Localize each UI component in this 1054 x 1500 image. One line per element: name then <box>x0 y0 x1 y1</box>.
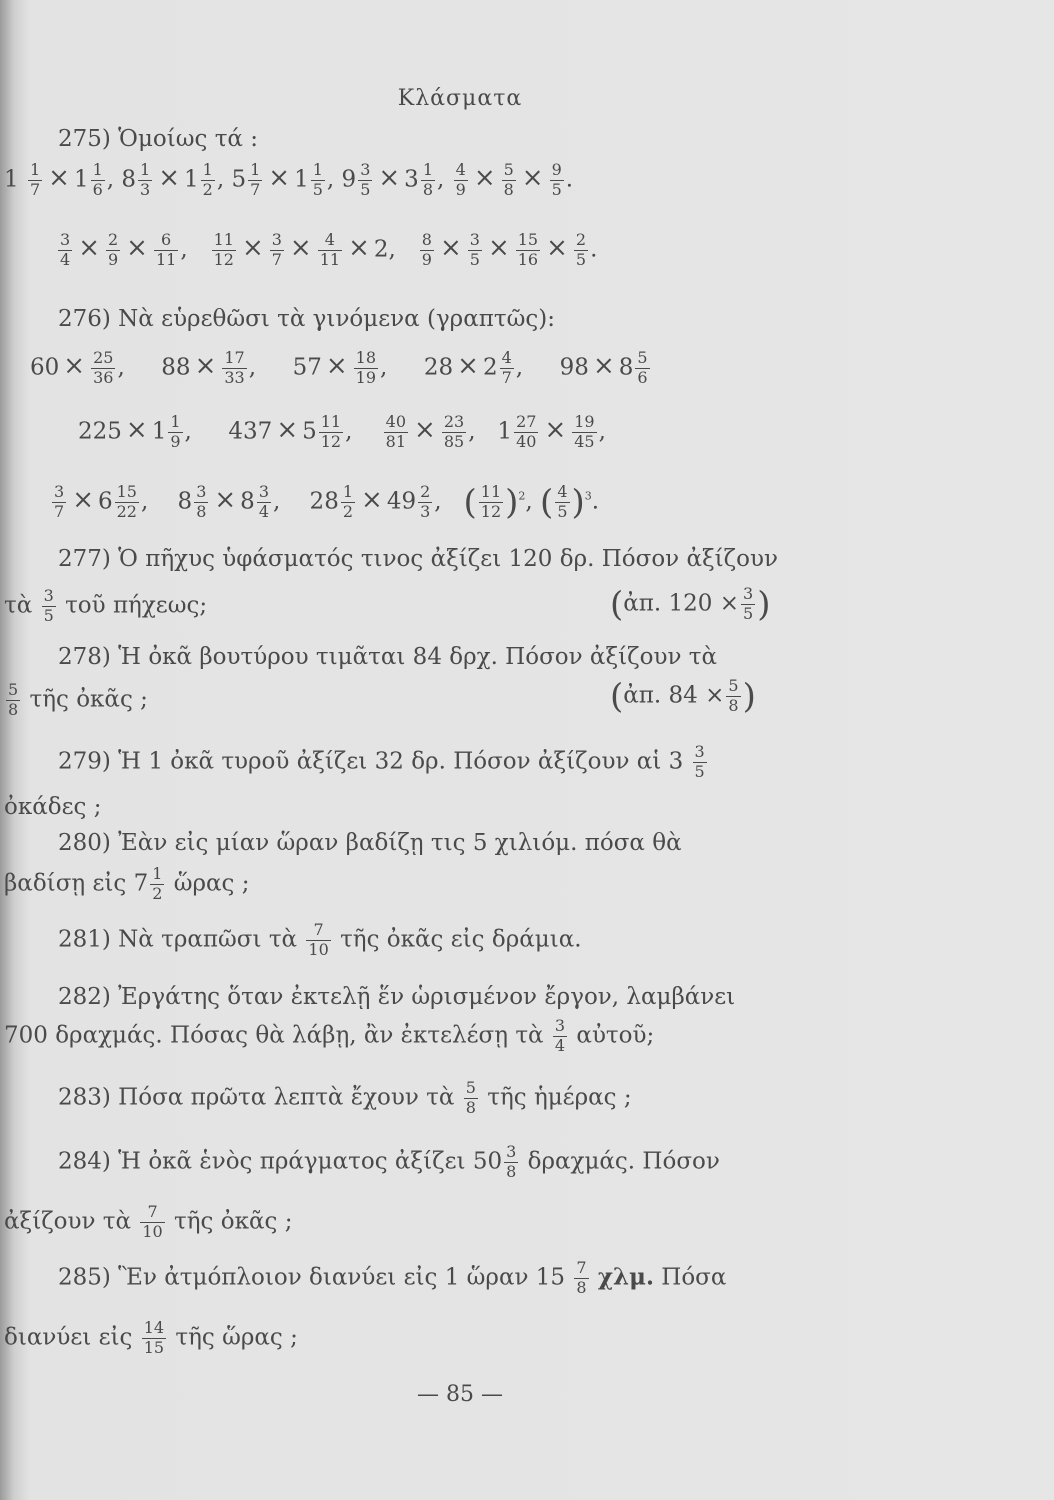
fraction: $\frac{9}{5}$ <box>551 160 562 199</box>
fraction: $\frac{3}{5}$ <box>469 230 480 269</box>
exercise-282-line-1: 282) Ἐργάτης ὅταν ἐκτελῇ ἕν ὡρισμένον ἔργον, λαμβάνει <box>58 984 736 1010</box>
fraction: $\frac{1}{2}$ <box>152 864 163 903</box>
fraction: $\frac{17}{33}$ <box>224 348 245 387</box>
fraction: $\frac{5}{8}$ <box>8 680 19 719</box>
fraction: $\frac{11}{12}$ <box>320 412 342 451</box>
fraction: $\frac{3}{8}$ <box>196 482 207 521</box>
fraction: $\frac{5}{8}$ <box>503 160 514 199</box>
fraction: $\frac{25}{36}$ <box>93 348 114 387</box>
fraction: $\frac{15}{16}$ <box>517 230 539 269</box>
fraction: $\frac{6}{11}$ <box>155 230 177 269</box>
fraction: $\frac{15}{22}$ <box>116 482 137 521</box>
fraction: $\frac{3}{4}$ <box>60 230 71 269</box>
fraction: $\frac{7}{10}$ <box>142 1202 163 1241</box>
fraction: $\frac{1}{2}$ <box>202 160 213 199</box>
fraction: $\frac{1}{2}$ <box>342 482 354 521</box>
exercise-279-line-2: ὀκάδες ; <box>4 794 102 820</box>
fraction: $\frac{2}{9}$ <box>107 230 119 269</box>
fraction: $\frac{1}{7}$ <box>29 160 41 199</box>
exercise-276-heading: 276) Νὰ εὑρεθῶσι τὰ γινόμενα (γραπτῶς): <box>58 306 555 332</box>
exercise-285-line-1: 285) Ἓν ἀτμόπλοιον διανύει εἰς 1 ὥραν 15 $\frac{7}{8}$ χλμ. Πόσα <box>58 1258 727 1297</box>
fraction: $\frac{4}{7}$ <box>501 348 512 387</box>
fraction: $\frac{3}{8}$ <box>506 1142 517 1181</box>
exercise-277-line-1: 277) Ὁ πῆχυς ὑφάσματός τινος ἀξίζει 120 δρ. Πόσον ἀξίζουν <box>58 546 778 572</box>
fraction: $\frac{11}{12}$ <box>480 482 502 521</box>
fraction: $\frac{3}{4}$ <box>258 482 269 521</box>
fraction: $\frac{1}{5}$ <box>312 160 323 199</box>
fraction: $\frac{5}{8}$ <box>728 676 739 715</box>
exercise-283: 283) Πόσα πρῶτα λεπτὰ ἔχουν τὰ $\frac{5}{8}$ τῆς ἡμέρας ; <box>58 1078 632 1117</box>
exercise-284-line-2: ἀξίζουν τὰ $\frac{7}{10}$ τῆς ὀκᾶς ; <box>4 1202 293 1241</box>
exercise-280-line-1: 280) Ἐὰν εἰς μίαν ὥραν βαδίζῃ τις 5 χιλιόμ. πόσα θὰ <box>58 830 682 856</box>
fraction: $\frac{3}{7}$ <box>271 230 282 269</box>
fraction: $\frac{2}{3}$ <box>420 482 431 521</box>
fraction: $\frac{4}{11}$ <box>319 230 341 269</box>
page-number: — 85 — <box>417 1382 503 1407</box>
fraction: $\frac{14}{15}$ <box>143 1318 165 1357</box>
exercise-281: 281) Νὰ τραπῶσι τὰ $\frac{7}{10}$ τῆς ὀκᾶς εἰς δράμια. <box>58 920 582 959</box>
exercise-278-line-1: 278) Ἡ ὀκᾶ βουτύρου τιμᾶται 84 δρχ. Πόσον ἀξίζουν τὰ <box>58 644 717 670</box>
exercise-278-answer: (ἀπ. 84 × $\frac{5}{8}$ ) <box>610 676 756 717</box>
exercise-285-line-2: διανύει εἰς $\frac{14}{15}$ τῆς ὥρας ; <box>4 1318 298 1357</box>
exercise-276-row-2: 225 × 1 $\frac{1}{9}$ , 437 × 5 $\frac{11}{12}$ , $\frac{40}{81}$ × $\frac{23}{85}$ , 1 $\frac{27}{40}$ × $\frac{19}{45}$ , <box>78 412 606 451</box>
fraction: $\frac{7}{10}$ <box>308 920 329 959</box>
fraction: $\frac{23}{85}$ <box>443 412 465 451</box>
fraction: $\frac{18}{19}$ <box>355 348 377 387</box>
fraction: $\frac{1}{3}$ <box>140 160 151 199</box>
fraction: $\frac{3}{5}$ <box>743 584 754 623</box>
fraction: $\frac{7}{8}$ <box>576 1258 587 1297</box>
fraction: $\frac{3}{7}$ <box>54 482 65 521</box>
fraction: $\frac{19}{45}$ <box>574 412 595 451</box>
fraction: $\frac{1}{6}$ <box>92 160 103 199</box>
exercise-275-heading: 275) Ὁμοίως τά : <box>58 126 259 152</box>
fraction: $\frac{8}{9}$ <box>421 230 432 269</box>
exercise-275-row-2: $\frac{3}{4}$ × $\frac{2}{9}$ × $\frac{6}{11}$ , $\frac{11}{12}$ × $\frac{3}{7}$ × $\frac{4}{11}$ × 2, $\frac{8}{9}$ × $\frac{3}{5}$ × $\frac{15}{16}$ × $\frac{2}{5}$ . <box>60 230 598 269</box>
exercise-275-row-1: 1 $\frac{1}{7}$ × 1 $\frac{1}{6}$ , 8 $\frac{1}{3}$ × 1 $\frac{1}{2}$ , 5 $\frac{1}{7}$ × 1 $\frac{1}{5}$ , 9 $\frac{3}{5}$ × 3 $\frac{1}{8}$ , $\frac{4}{9}$ × $\frac{5}{8}$ × $\frac{9}{5}$ . <box>4 160 574 199</box>
fraction: $\frac{1}{9}$ <box>170 412 181 451</box>
exercise-276-row-3: $\frac{3}{7}$ × 6 $\frac{15}{22}$ , 8 $\frac{3}{8}$ × 8 $\frac{3}{4}$ , 28 $\frac{1}{2}$ × 49 $\frac{2}{3}$ , ( $\frac{11}{12}$ )$^2$, ( $\frac{4}{5}$ )$^3$. <box>54 482 600 523</box>
fraction: $\frac{40}{81}$ <box>385 412 407 451</box>
exercise-284-line-1: 284) Ἡ ὀκᾶ ἑνὸς πράγματος ἀξίζει 50 $\frac{3}{8}$ δραχμάς. Πόσον <box>58 1142 720 1181</box>
exercise-282-line-2: 700 δραχμάς. Πόσας θὰ λάβῃ, ἂν ἐκτελέσῃ τὰ $\frac{3}{4}$ αὐτοῦ; <box>4 1016 655 1055</box>
fraction: $\frac{1}{7}$ <box>250 160 261 199</box>
fraction: $\frac{4}{5}$ <box>557 482 568 521</box>
fraction: $\frac{4}{9}$ <box>455 160 466 199</box>
exercise-277-line-2: τὰ $\frac{3}{5}$ τοῦ πήχεως; <box>4 586 208 625</box>
fraction: $\frac{5}{8}$ <box>465 1078 476 1117</box>
fraction: $\frac{27}{40}$ <box>516 412 537 451</box>
fraction: $\frac{2}{5}$ <box>575 230 587 269</box>
exercise-277-answer: (ἀπ. 120 × $\frac{3}{5}$ ) <box>610 584 771 625</box>
fraction: $\frac{11}{12}$ <box>213 230 234 269</box>
fraction: $\frac{3}{4}$ <box>554 1016 566 1055</box>
exercise-280-line-2: βαδίσῃ εἰς 7 $\frac{1}{2}$ ὥρας ; <box>4 864 250 903</box>
fraction: $\frac{5}{6}$ <box>637 348 648 387</box>
exercise-278-line-2: $\frac{5}{8}$ τῆς ὀκᾶς ; <box>8 680 148 719</box>
fraction: $\frac{1}{8}$ <box>422 160 433 199</box>
fraction: $\frac{3}{5}$ <box>360 160 371 199</box>
exercise-279-line-1: 279) Ἡ 1 ὀκᾶ τυροῦ ἀξίζει 32 δρ. Πόσον ἀξίζουν αἱ 3 $\frac{3}{5}$ <box>58 742 705 781</box>
fraction: $\frac{3}{5}$ <box>43 586 54 625</box>
exercise-276-row-1: 60 × $\frac{25}{36}$ , 88 × $\frac{17}{33}$ , 57 × $\frac{18}{19}$ , 28 × 2 $\frac{4}{7}$ , 98 × 8 $\frac{5}{6}$ <box>30 348 648 387</box>
page-title: Κλάσματα <box>397 86 523 111</box>
fraction: $\frac{3}{5}$ <box>694 742 705 781</box>
